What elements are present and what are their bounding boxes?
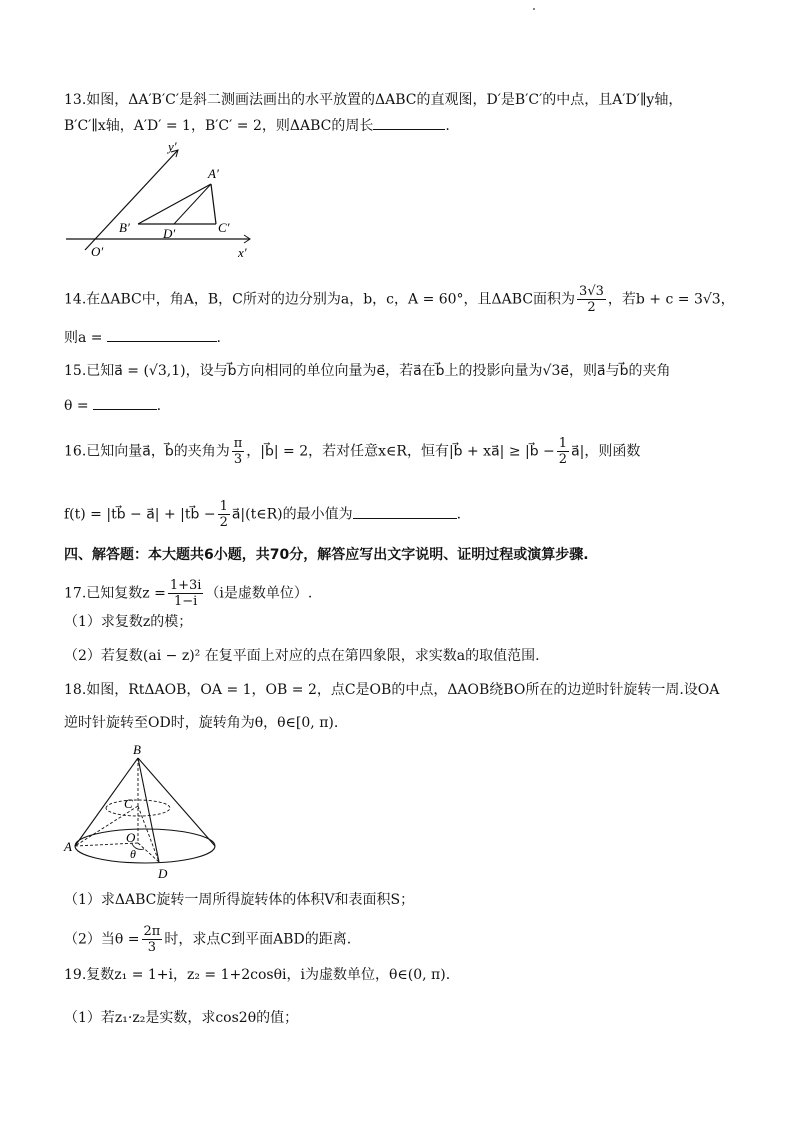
q17-frac-den: 1−i — [173, 594, 198, 609]
q18-label-a: A — [64, 839, 72, 854]
q18-label-c: C — [124, 796, 133, 811]
q14-answer-blank — [107, 327, 217, 342]
q15-answer-blank — [93, 395, 157, 410]
q17-fraction — [168, 578, 204, 609]
q18-figure — [60, 740, 230, 885]
q18-line1: 18.如图，RtΔAOB，OA = 1，OB = 2，点C是OB的中点，ΔAOB绕BO所在的边逆时针旋转一周.设OA — [64, 682, 720, 698]
q15-line2-end: . — [156, 398, 162, 414]
q16-line2-post: a⃗|(t∈R)的最小值为 — [231, 506, 353, 523]
q13-label-x: x′ — [238, 245, 247, 260]
q14-area-den: 2 — [587, 300, 596, 315]
q13-label-c: C′ — [218, 220, 230, 235]
q14-line2-end: . — [216, 330, 221, 346]
q17-part2: （2）若复数(ai − z)² 在复平面上对应的点在第四象限，求实数a的取值范围. — [64, 648, 540, 664]
q14-area-num: 3√3 — [579, 284, 604, 299]
q16-line2-end: . — [456, 506, 462, 523]
q15-line2 — [64, 395, 161, 416]
q13-line2-text: B′C′∥x轴，A′D′ = 1，B′C′ = 2，则ΔABC的周长 — [64, 118, 374, 134]
q16-line1 — [64, 436, 640, 467]
q13-side-ac — [211, 184, 216, 224]
q18-label-o: O — [126, 830, 136, 845]
q16-half-fraction-2 — [218, 499, 230, 530]
q14-line2-pre: 则a = — [64, 330, 103, 346]
q15-line2-pre: θ = — [64, 398, 89, 414]
scan-dot — [533, 8, 535, 10]
q16-half-fraction — [557, 436, 569, 467]
q18-theta-den: 3 — [147, 940, 157, 955]
q16-line1-post: a⃗|，则函数 — [571, 443, 641, 460]
q16-angle-fraction — [232, 436, 245, 467]
q17-frac-num: 1+3i — [169, 578, 202, 593]
q13-label-o: O′ — [91, 244, 104, 259]
q13-figure — [60, 138, 260, 263]
q14-line1-post: ，若b + c = 3√3， — [607, 291, 735, 308]
q18-theta-num: 2π — [143, 924, 161, 939]
q16-half-den-2: 2 — [219, 515, 228, 530]
q14-line1-pre: 14.在ΔABC中，角A，B，C所对的边分别为a，b，c，A = 60°，且ΔABC面积为 — [64, 291, 576, 308]
q17-line1-pre: 17.已知复数z = — [64, 585, 166, 602]
q18-part2-pre: （2）当θ = — [64, 931, 140, 948]
q16-angle-num: π — [233, 436, 243, 451]
q17-line1 — [64, 578, 312, 609]
q18-label-b: B — [133, 742, 141, 757]
q19-line1: 19.复数z₁ = 1+i，z₂ = 1+2cosθi，i为虚数单位，θ∈(0, π). — [64, 967, 451, 983]
q16-half-num: 1 — [558, 436, 568, 451]
q13-answer-blank — [373, 115, 445, 130]
q16-line1-mid: ，|b⃗| = 2，若对任意x∈R，恒有|b⃗ + xa⃗| ≥ |b⃗ − — [246, 443, 555, 460]
q13-label-y: y′ — [168, 139, 177, 154]
q18-part1: （1）求ΔABC旋转一周所得旋转体的体积V和表面积S； — [64, 892, 415, 908]
q19-part1: （1）若z₁·z₂是实数，求cos2θ的值； — [64, 1010, 299, 1026]
q18-base-ellipse-back — [75, 829, 215, 846]
q15-line1: 15.已知a⃗ = (√3,1)，设与b⃗方向相同的单位向量为e⃗，若a⃗在b⃗上的投影向量为√3e⃗，则a⃗与b⃗的夹角 — [64, 363, 671, 379]
q13-segment-ad — [174, 184, 211, 224]
q13-line2 — [64, 115, 450, 136]
q16-line2-pre: f(t) = |tb⃗ − a⃗| + |tb⃗ − — [64, 506, 216, 523]
section-4-heading: 四、解答题：本大题共6小题，共70分，解答应写出文字说明、证明过程或演算步骤. — [64, 547, 589, 563]
q18-base-ellipse-front — [75, 846, 215, 863]
q18-label-theta: θ — [130, 847, 136, 861]
q16-line2 — [64, 499, 461, 530]
q16-line1-pre: 16.已知向量a⃗，b⃗的夹角为 — [64, 443, 230, 460]
q13-side-ba — [138, 184, 211, 224]
q13-label-d: D′ — [163, 226, 176, 241]
q18-part2-post: 时，求点C到平面ABD的距离. — [164, 931, 352, 948]
q13-label-b: B′ — [119, 220, 130, 235]
q17-line1-post: （i是虚数单位）. — [205, 585, 313, 602]
q16-angle-den: 3 — [233, 452, 243, 467]
q18-slant-right — [138, 758, 215, 846]
q18-line2: 逆时针旋转至OD时，旋转角为θ，θ∈[0, π). — [64, 715, 339, 731]
q13-line1: 13.如图，ΔA′B′C′是斜二测画法画出的水平放置的ΔABC的直观图，D′是B′C′的中点，且A′D′∥y轴， — [64, 92, 683, 108]
q17-part1: （1）求复数z的模； — [64, 614, 193, 630]
q13-label-a: A′ — [208, 166, 219, 181]
q16-answer-blank — [353, 504, 457, 519]
q18-part2 — [64, 924, 351, 955]
q16-half-den: 2 — [558, 452, 568, 467]
q18-slant-bd — [138, 758, 159, 862]
q18-theta-fraction — [142, 924, 163, 955]
q13-line2-end: . — [445, 118, 450, 134]
q14-line2 — [64, 327, 221, 348]
q14-line1 — [64, 284, 735, 315]
q14-area-fraction — [577, 284, 606, 315]
q18-label-d: D — [158, 866, 168, 881]
q16-half-num-2: 1 — [219, 499, 228, 514]
